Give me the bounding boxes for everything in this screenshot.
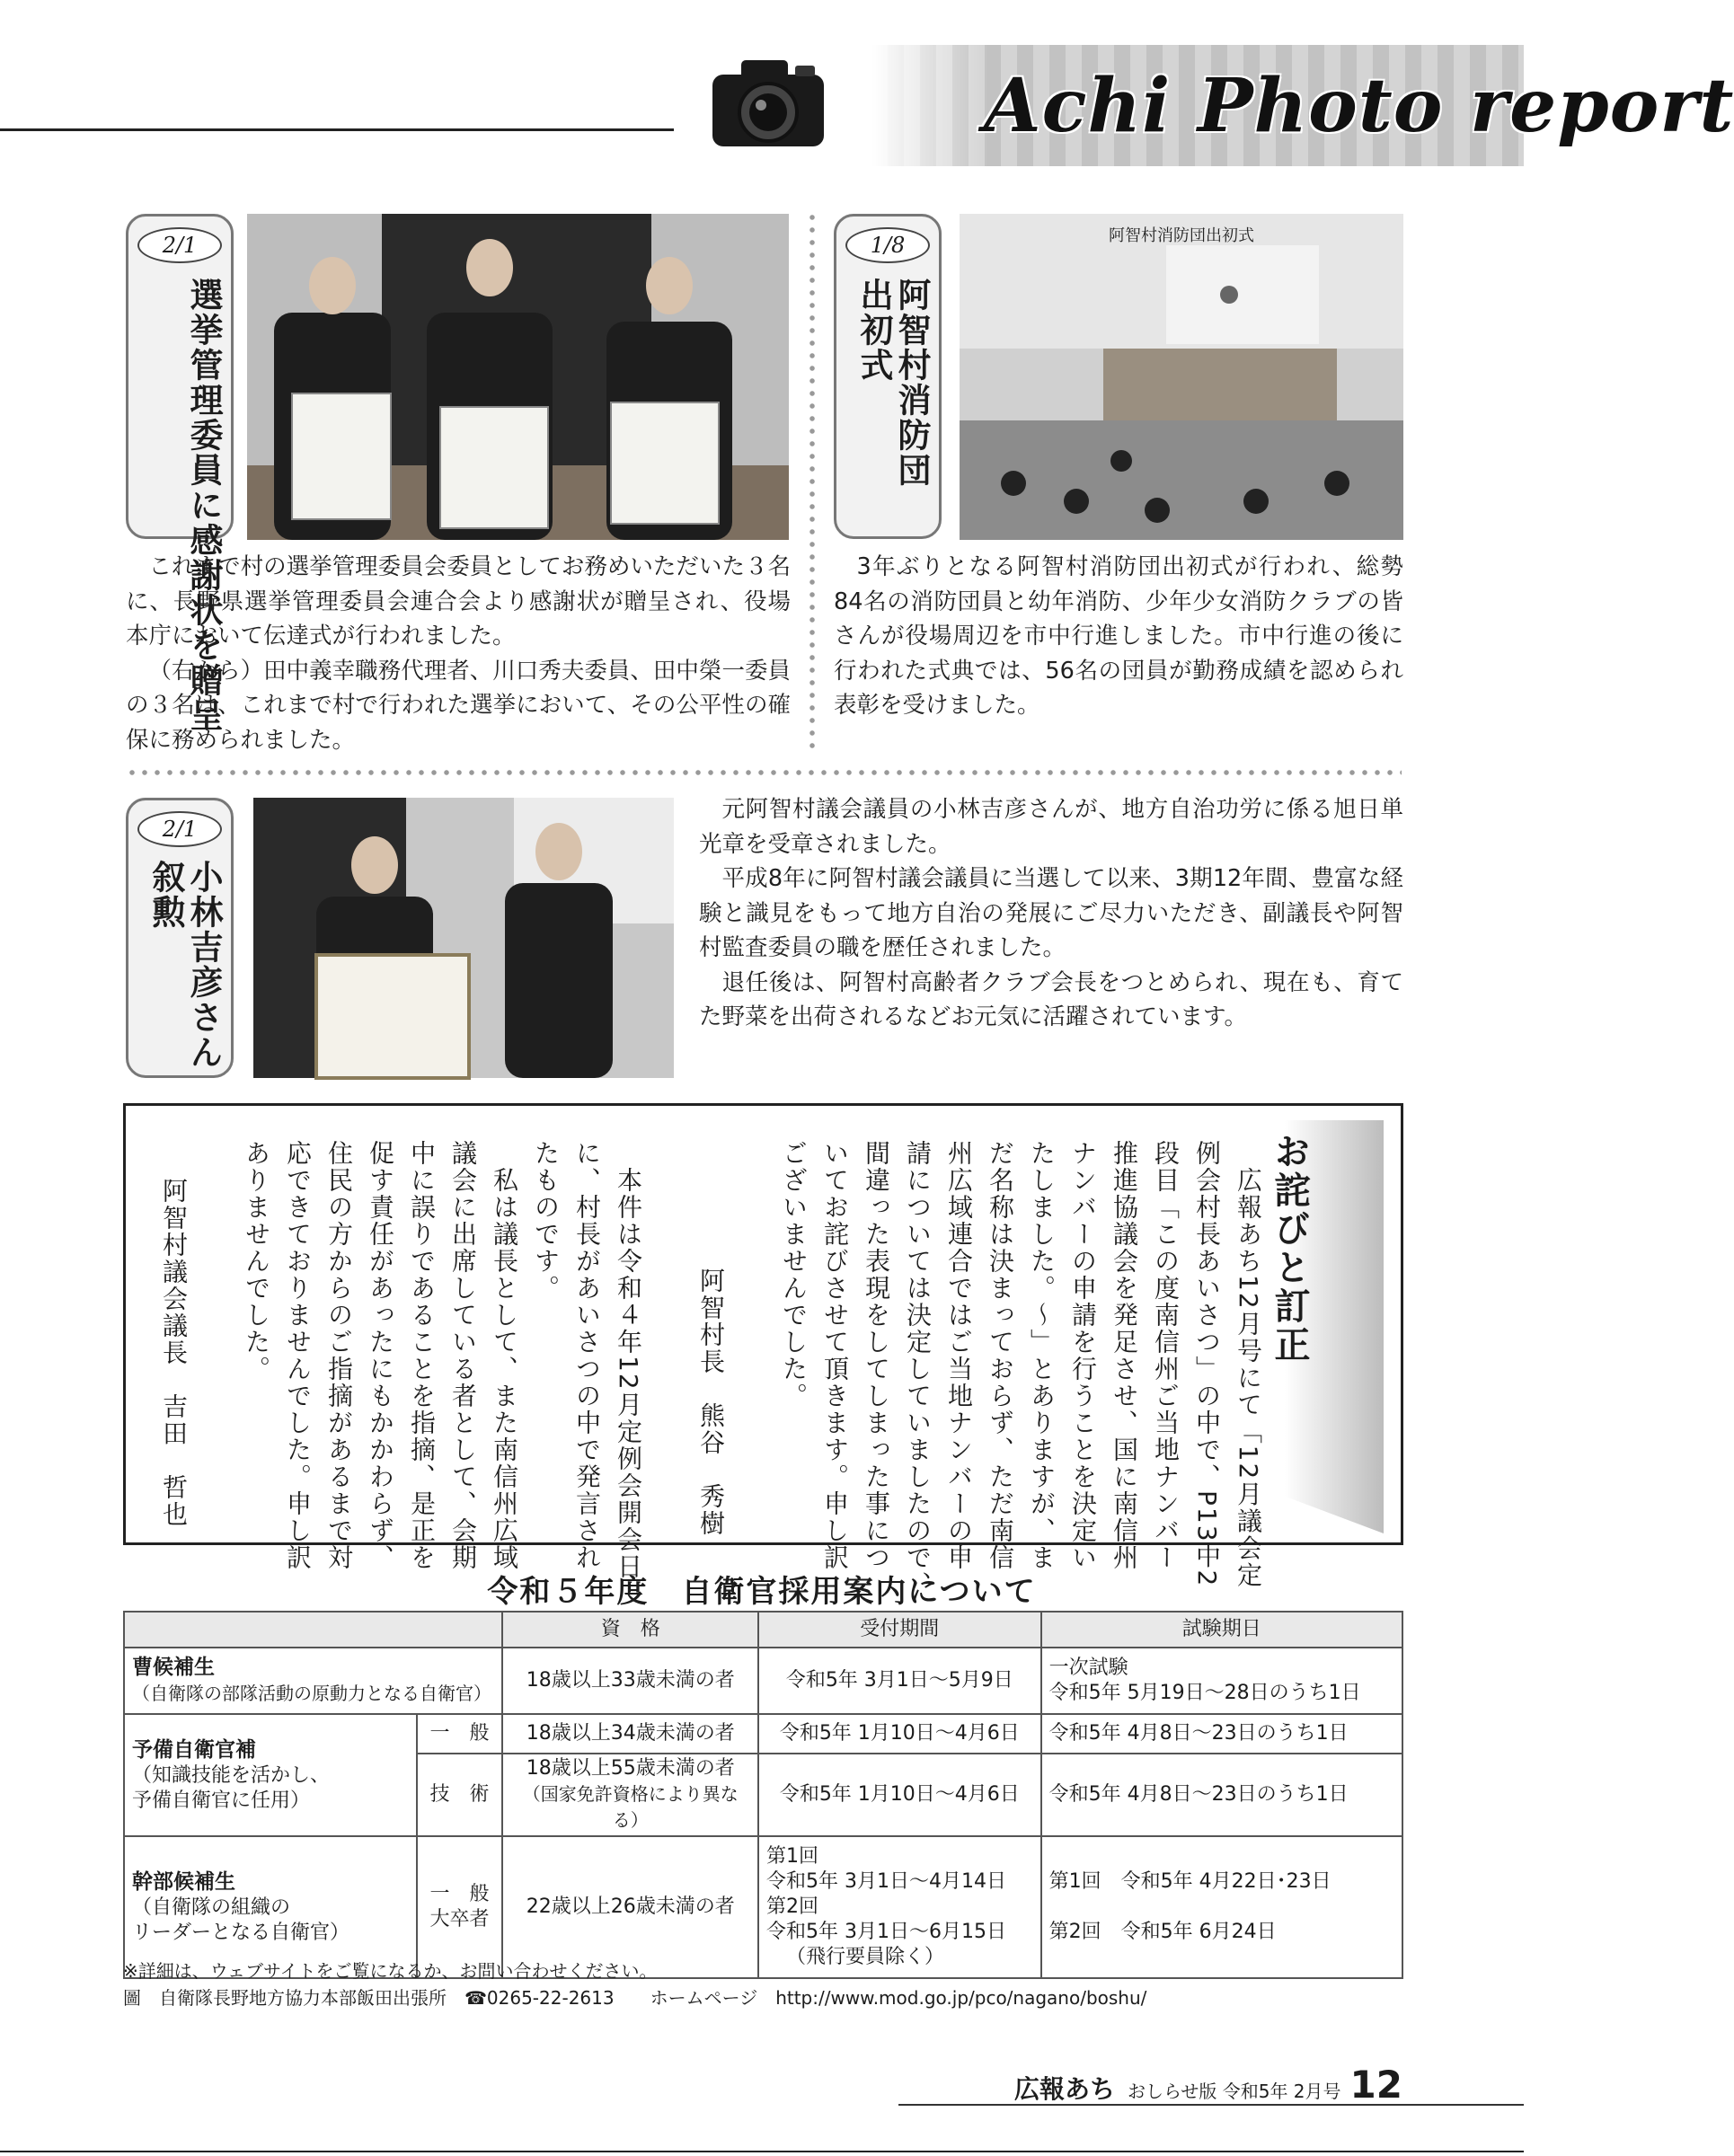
row-period: 令和5年 1月10日～4月6日 — [758, 1754, 1041, 1836]
period-line: 令和5年 3月1日～4月14日 — [766, 1870, 1007, 1893]
bottom-rule — [0, 2151, 1524, 2152]
period-line: （飛行要員除く） — [786, 1946, 945, 1968]
kind-line: 一 般 — [429, 1883, 490, 1905]
row-kind: 一 般 — [417, 1714, 503, 1754]
column-divider — [809, 211, 816, 750]
section3-photo — [253, 798, 674, 1078]
correction-column: 請については決定していましたので、 — [903, 1140, 933, 1598]
row-desc: （知識技能を活かし、 — [132, 1763, 331, 1787]
page-title: Achi Photo report — [984, 63, 1734, 149]
correction-column: 中に誤りであることを指摘、是正を — [407, 1140, 437, 1571]
correction-column: ありませんでした。 — [242, 1140, 271, 1383]
section2-photo — [960, 214, 1403, 540]
footer-publication: 広報あち — [1013, 2074, 1115, 2104]
row-desc: （自衛隊の組織の — [132, 1895, 291, 1919]
correction-signature-chair: 阿智村議会議長 吉田 哲也 — [159, 1178, 189, 1528]
header-exam: 試験期日 — [1041, 1612, 1402, 1648]
section1-paragraph: （右から）田中義幸職務代理者、川口秀夫委員、田中榮一委員の３名は、これまで村で行われた選挙において、その公平性の確保に務められました。 — [126, 657, 791, 754]
row-name — [124, 1648, 502, 1714]
recruitment-contact: 圖 自衛隊長野地方協力本部飯田出張所 ☎0265-22-2613 ホームページ http://www.mod.go.jp/pco/nagano/boshu/ — [123, 1987, 1147, 2009]
period-line: 令和5年 3月1日～6月15日 — [766, 1921, 1007, 1943]
correction-column: ございませんでした。 — [779, 1140, 809, 1409]
section3-title-line1: 小林吉彦さん — [184, 860, 223, 1070]
row-qualification: 18歳以上33歳未満の者 — [502, 1648, 758, 1714]
qual-line: 18歳以上55歳未満の者 — [526, 1757, 735, 1780]
section1-title: 選挙管理委員に感謝状を贈呈 — [184, 278, 223, 733]
section1-date: 2/1 — [137, 227, 222, 263]
row-desc: リーダーとなる自衛官） — [132, 1921, 350, 1944]
correction-column: いてお詫びさせて頂きます。申し訳 — [820, 1140, 850, 1571]
table-header-row — [124, 1612, 1402, 1648]
row-title: 幹部候補生 — [132, 1869, 235, 1894]
section2-banner: 阿智村消防団出初式 — [1109, 226, 1254, 245]
section3-body — [699, 792, 1403, 1035]
correction-column: 例会村長あいさつ」の中で、P13中2 — [1192, 1140, 1222, 1588]
section1-photo — [247, 214, 789, 540]
correction-column: だ名称は決まっておらず、ただ南信 — [986, 1140, 1015, 1571]
recruitment-note: ※詳細は、ウェブサイトをご覧になるか、お問い合わせください。 — [123, 1960, 658, 1982]
recruitment-table — [123, 1611, 1403, 1979]
section-divider — [126, 769, 1402, 776]
header-period: 受付期間 — [758, 1612, 1041, 1648]
row-qualification: 22歳以上26歳未満の者 — [502, 1836, 758, 1978]
section3-paragraph: 平成8年に阿智村議会議員に当選して以来、3期12年間、豊富な経験と識見をもって地方自治の発展にご尽力いただき、副議長や阿智村監査委員の職を歴任されました。 — [699, 865, 1403, 961]
row-title: 曹候補生 — [132, 1656, 215, 1679]
exam-line: 令和5年 5月19日～28日のうち1日 — [1048, 1682, 1361, 1704]
section3-title-line2: 叙勲 — [146, 860, 185, 930]
footer — [1014, 2063, 1402, 2107]
section2-title-line2: 出初式 — [854, 278, 893, 383]
section1-paragraph: これまで村の選挙管理委員会委員としてお務めいただいた３名に、長野県選挙管理委員会連合会より感謝状が贈呈され、役場本庁において伝達式が行われました。 — [126, 553, 791, 649]
section2-title — [845, 278, 930, 534]
section3-date: 2/1 — [137, 811, 222, 847]
row-exam: 令和5年 4月8日～23日のうち1日 — [1041, 1714, 1402, 1754]
section1-body — [126, 550, 791, 757]
section1-tag — [126, 214, 234, 733]
section2-body — [834, 550, 1403, 723]
correction-column: に、村長があいさつの中で発言され — [572, 1140, 602, 1571]
row-kind: 技 術 — [417, 1754, 503, 1836]
correction-column: 促す責任があったにもかかわらず、 — [366, 1140, 395, 1571]
section3-paragraph: 元阿智村議会議員の小林吉彦さんが、地方自治功労に係る旭日単光章を受章されました。 — [699, 796, 1403, 858]
correction-column: 推進協議会を発足させ、国に南信州 — [1110, 1140, 1139, 1571]
row-desc: （自衛隊の部隊活動の原動力となる自衛官） — [132, 1683, 491, 1704]
row-exam: 令和5年 4月8日～23日のうち1日 — [1041, 1754, 1402, 1836]
page-number: 12 — [1349, 2063, 1402, 2107]
correction-column: 応できておりませんでした。申し訳 — [283, 1140, 313, 1571]
period-line: 第2回 — [766, 1895, 819, 1918]
footer-edition: おしらせ版 令和5年 2月号 — [1127, 2081, 1341, 2102]
row-period: 令和5年 1月10日～4月6日 — [758, 1714, 1041, 1754]
row-desc: 予備自衛官に任用） — [132, 1789, 311, 1812]
section3-tag — [126, 798, 234, 1078]
header-blank — [124, 1612, 502, 1648]
row-period: 令和5年 3月1日～5月9日 — [758, 1648, 1041, 1714]
exam-line: 第1回 令和5年 4月22日･23日 — [1048, 1870, 1331, 1893]
section2-paragraph: 3年ぶりとなる阿智村消防団出初式が行われ、総勢84名の消防団員と幼年消防、少年少女消防クラブの皆さんが役場周辺を市中行進しました。市中行進の後に行われた式典では、56名の団員が勤務成績を認められ表彰を受けました。 — [834, 553, 1403, 719]
correction-column: 本件は令和４年12月定例会開会日 — [614, 1140, 643, 1580]
header-rule — [0, 128, 674, 131]
exam-line: 第2回 令和5年 6月24日 — [1048, 1921, 1277, 1943]
row-title: 予備自衛官補 — [132, 1737, 256, 1762]
row-exam — [1041, 1648, 1402, 1714]
qual-line: （国家免許資格により異なる） — [522, 1783, 739, 1831]
correction-heading: お詫びと訂正 — [1269, 1133, 1310, 1365]
correction-column: 広報あち12月号にて「12月議会定 — [1234, 1140, 1263, 1589]
correction-column: たしました。～」とありますが、ま — [1027, 1140, 1057, 1571]
period-line: 第1回 — [766, 1845, 819, 1868]
table-row — [124, 1714, 1402, 1754]
section2-tag — [834, 214, 942, 539]
correction-column: ナンバーの申請を行うことを決定い — [1068, 1140, 1098, 1571]
section2-title-line1: 阿智村消防団 — [892, 278, 931, 488]
correction-column: 間違った表現をしてしまった事につ — [862, 1140, 891, 1571]
section3-title — [137, 860, 222, 1075]
kind-line: 大卒者 — [429, 1908, 490, 1931]
section2-date: 1/8 — [845, 227, 930, 263]
correction-column: 段目「この度南信州ご当地ナンバー — [1151, 1140, 1181, 1571]
camera-icon — [705, 49, 831, 153]
correction-column: 私は議長として、また南信州広域 — [490, 1140, 519, 1571]
recruitment-title: 令和５年度 自衛官採用案内について — [487, 1574, 1037, 1610]
exam-line: 一次試験 — [1048, 1657, 1128, 1679]
table-row — [124, 1648, 1402, 1714]
correction-column: たものです。 — [531, 1140, 561, 1302]
correction-column: 議会に出席している者として、会期 — [448, 1140, 478, 1571]
section3-paragraph: 退任後は、阿智村高齢者クラブ会長をつとめられ、現在も、育てた野菜を出荷されるなどお元気に活躍されています。 — [699, 968, 1403, 1030]
correction-signature-mayor: 阿智村長 熊谷 秀樹 — [696, 1268, 726, 1537]
row-name — [124, 1714, 417, 1836]
correction-column: 州広域連合ではご当地ナンバーの申 — [944, 1140, 974, 1571]
header-qualification: 資 格 — [502, 1612, 758, 1648]
row-qualification: 18歳以上34歳未満の者 — [502, 1714, 758, 1754]
row-qualification — [502, 1754, 758, 1836]
recruitment-notes — [123, 1957, 1146, 2011]
correction-column: 住民の方からのご指摘があるまで対 — [324, 1140, 354, 1571]
